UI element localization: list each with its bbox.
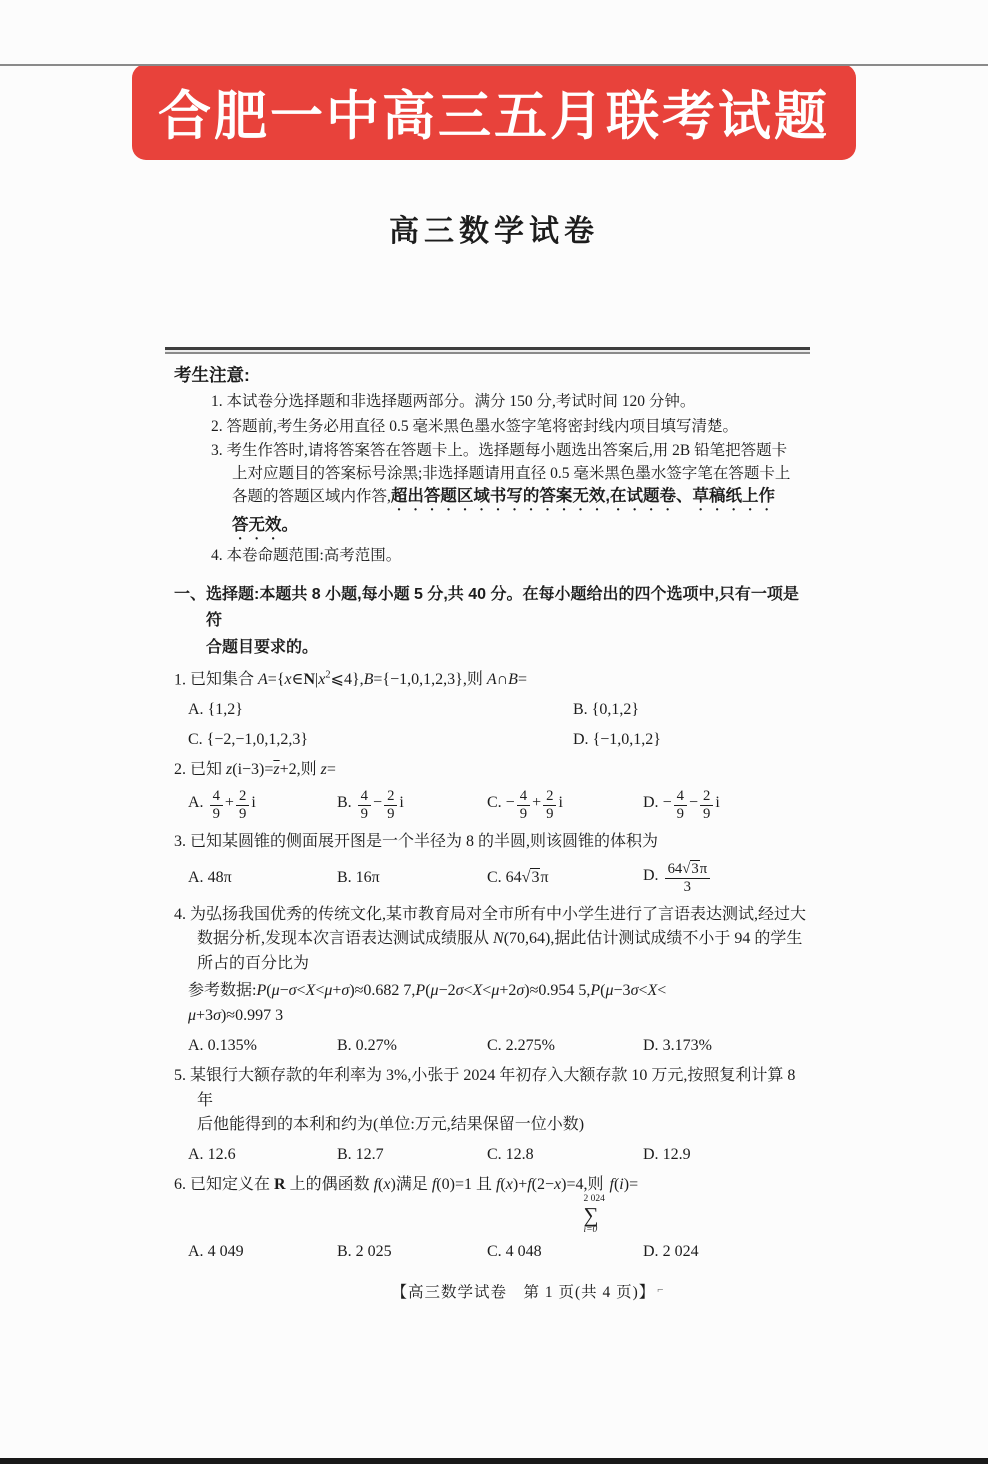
- question-2-options: [188, 788, 814, 823]
- option-value: 12.8: [505, 1146, 534, 1164]
- option-d: [643, 860, 814, 896]
- footer-stray-mark: ⌐: [657, 1283, 665, 1296]
- question-3-stem: [174, 830, 814, 855]
- notice-list: [211, 391, 814, 567]
- option-label: D.: [573, 731, 589, 749]
- option-a: [188, 866, 337, 889]
- notice-item-1: [211, 391, 814, 413]
- option-b: [573, 698, 814, 721]
- option-label: A.: [188, 701, 204, 719]
- notice-divider: [165, 347, 810, 354]
- option-d: [643, 1143, 814, 1166]
- question-4-reference-data: 参考数据:P(μ−σ<X<μ+σ)≈0.682 7,P(μ−2σ<X<μ+2σ)≈0.954 5,P(μ−3σ<X< μ+3σ)≈0.997 3: [188, 982, 667, 1024]
- question-2-stem: [174, 758, 814, 783]
- page-title: 高三数学试卷: [389, 215, 599, 248]
- banner-title: 合肥一中高三五月联考试题: [158, 87, 830, 146]
- question-3-options: [188, 860, 814, 896]
- notice-item-4: [211, 545, 814, 567]
- option-a: [188, 1240, 337, 1263]
- option-a: [188, 1143, 337, 1166]
- option-value: 64 √ 3π: [506, 869, 549, 886]
- photo-top-edge: [0, 64, 988, 66]
- option-c: [487, 1143, 643, 1166]
- option-c: [188, 728, 573, 751]
- question-text: 已知 $z(i-3)=\overline{z}+2$,则 z=: [190, 761, 336, 779]
- option-value: {−2,−1,0,1,2,3}: [206, 731, 309, 749]
- option-a: [188, 1034, 337, 1057]
- option-value: 12.9: [662, 1146, 691, 1164]
- option-value: 2 024: [662, 1243, 699, 1261]
- option-a: [188, 788, 337, 823]
- option-d: [573, 728, 814, 751]
- notice-item-text: 考生作答时,请将答案答在答题卡上。选择题每小题选出答案后,用 2B 铅笔把答题卡 上对应题目的答案标号涂黑;非选择题请用直径 0.5 毫米黑色墨水签字笔在答题卡上 各题的答题区域内作答,超出答题区域书写的答案无效,在试题卷、草稿纸上作 答无效。: [226, 442, 791, 535]
- option-value: $\frac{4}{9}$ − $\frac{2}{9}$ i: [356, 794, 404, 811]
- option-label: C.: [487, 1243, 502, 1261]
- notice-item-3: [211, 440, 814, 543]
- option-label: A.: [188, 794, 204, 812]
- option-label: B.: [337, 869, 352, 887]
- question-text: 已知定义在 R 上的偶函数 f(x)满足 f(0)=1 且 f(x)+f(2−x)=4,则 2 024 ∑ i=0 f(i)=: [190, 1176, 639, 1235]
- question-number: 5.: [174, 1066, 186, 1084]
- option-c: [487, 1240, 643, 1263]
- option-label: D.: [643, 1243, 659, 1261]
- option-d: [643, 788, 814, 823]
- option-label: D.: [643, 1146, 659, 1164]
- option-value: 3.173%: [662, 1036, 712, 1054]
- option-label: A.: [188, 1036, 204, 1054]
- question-number: 4.: [174, 905, 186, 923]
- option-label: A.: [188, 1243, 204, 1261]
- option-value: 48π: [207, 869, 232, 887]
- question-5: [174, 1064, 814, 1167]
- option-label: C.: [188, 731, 203, 749]
- option-value: 12.7: [355, 1146, 384, 1164]
- option-label: B.: [337, 1036, 352, 1054]
- option-c: [487, 788, 643, 823]
- exam-paper-photo: [0, 64, 988, 1464]
- question-text: 某银行大额存款的年利率为 3%,小张于 2024 年初存入大额存款 10 万元,按照复利计算 8 年 后他能得到的本利和约为(单位:万元,结果保留一位小数): [190, 1066, 796, 1134]
- option-value: {−1,0,1,2}: [592, 731, 661, 749]
- question-number: 2.: [174, 761, 186, 779]
- option-value: $\frac{4}{9}$ + $\frac{2}{9}$ i: [208, 794, 256, 811]
- option-label: A.: [188, 869, 204, 887]
- option-a: [188, 698, 573, 721]
- question-number: 1.: [174, 671, 186, 689]
- option-b: [337, 1240, 487, 1263]
- question-4-stem: [174, 903, 814, 977]
- option-label: C.: [487, 869, 502, 887]
- option-label: C.: [487, 1146, 502, 1164]
- option-label: A.: [188, 1146, 204, 1164]
- option-label: C.: [487, 1036, 502, 1054]
- question-number: 3.: [174, 833, 186, 851]
- banner: [132, 64, 856, 160]
- photo-bottom-edge: [0, 1458, 988, 1464]
- option-b: [337, 788, 487, 823]
- option-label: D.: [643, 794, 659, 812]
- option-value: {1,2}: [207, 701, 243, 719]
- notice-item-number: 1.: [211, 393, 223, 411]
- question-6-options: [188, 1240, 814, 1263]
- option-value: 4 048: [505, 1243, 542, 1261]
- question-1-options: [188, 698, 814, 751]
- option-b: [337, 866, 487, 889]
- option-value: 4 049: [207, 1243, 244, 1261]
- option-value: 16π: [355, 869, 380, 887]
- notice-item-2: [211, 416, 814, 438]
- option-label: B.: [337, 1243, 352, 1261]
- option-b: [337, 1143, 487, 1166]
- question-5-options: [188, 1143, 814, 1166]
- option-value: $\frac{64 √ 3\pi}{3}$: [663, 867, 713, 884]
- option-c: [487, 1034, 643, 1057]
- question-text: 已知集合 $A=\{x\in N|x^2⩽4\},B=\{-1,0,1,2,3\}$,则 A∩B=: [190, 669, 527, 689]
- section-heading: 一、选择题:本题共 8 小题,每小题 5 分,共 40 分。在每小题给出的四个选项中,只有一项是符 合题目要求的。: [174, 585, 799, 656]
- question-1-stem: [174, 668, 814, 693]
- option-b: [337, 1034, 487, 1057]
- option-d: [643, 1240, 814, 1263]
- question-6-stem: [174, 1173, 814, 1235]
- option-label: C.: [487, 794, 502, 812]
- notice-item-text: 本卷命题范围:高考范围。: [226, 547, 402, 565]
- option-value: 2.275%: [505, 1036, 555, 1054]
- footer-text: 【高三数学试卷 第 1 页(共 4 页)】: [391, 1283, 656, 1301]
- page-footer: [208, 1282, 848, 1304]
- option-value: 0.135%: [207, 1036, 257, 1054]
- question-4-options: [188, 1034, 814, 1057]
- option-value: − $\frac{4}{9}$ + $\frac{2}{9}$ i: [505, 788, 563, 823]
- question-4: [174, 903, 814, 1057]
- option-label: D.: [643, 1036, 659, 1054]
- question-1: [174, 668, 814, 752]
- option-value: {0,1,2}: [591, 701, 640, 719]
- option-label: D.: [643, 866, 659, 884]
- question-number: 6.: [174, 1176, 186, 1194]
- question-5-stem: [174, 1064, 814, 1138]
- question-6: [174, 1173, 814, 1263]
- option-label: B.: [337, 1146, 352, 1164]
- notice-item-text: 本试卷分选择题和非选择题两部分。满分 150 分,考试时间 120 分钟。: [226, 393, 696, 411]
- option-value: 0.27%: [355, 1036, 397, 1054]
- exam-sheet: [174, 347, 814, 1304]
- option-value: − $\frac{4}{9}$ − $\frac{2}{9}$ i: [662, 788, 720, 823]
- option-value: 2 025: [355, 1243, 392, 1261]
- option-c: [487, 866, 643, 889]
- question-text: 为弘扬我国优秀的传统文化,某市教育局对全市所有中小学生进行了言语表达测试,经过大 数据分析,发现本次言语表达测试成绩服从 N(70,64),据此估计测试成绩不小于 94 的学生 所占的百分比为: [190, 905, 807, 973]
- notice-item-number: 3.: [211, 442, 223, 460]
- notice-title: 考生注意:: [174, 365, 250, 385]
- question-2: [174, 758, 814, 823]
- notice-item-number: 4.: [211, 547, 223, 565]
- option-label: B.: [573, 701, 588, 719]
- option-d: [643, 1034, 814, 1057]
- option-value: 12.6: [207, 1146, 236, 1164]
- option-label: B.: [337, 794, 352, 812]
- notice-item-number: 2.: [211, 417, 223, 435]
- question-text: 已知某圆锥的侧面展开图是一个半径为 8 的半圆,则该圆锥的体积为: [190, 833, 659, 851]
- notice-item-text: 答题前,考生务必用直径 0.5 毫米黑色墨水签字笔将密封线内项目填写清楚。: [226, 417, 739, 435]
- question-3: [174, 830, 814, 896]
